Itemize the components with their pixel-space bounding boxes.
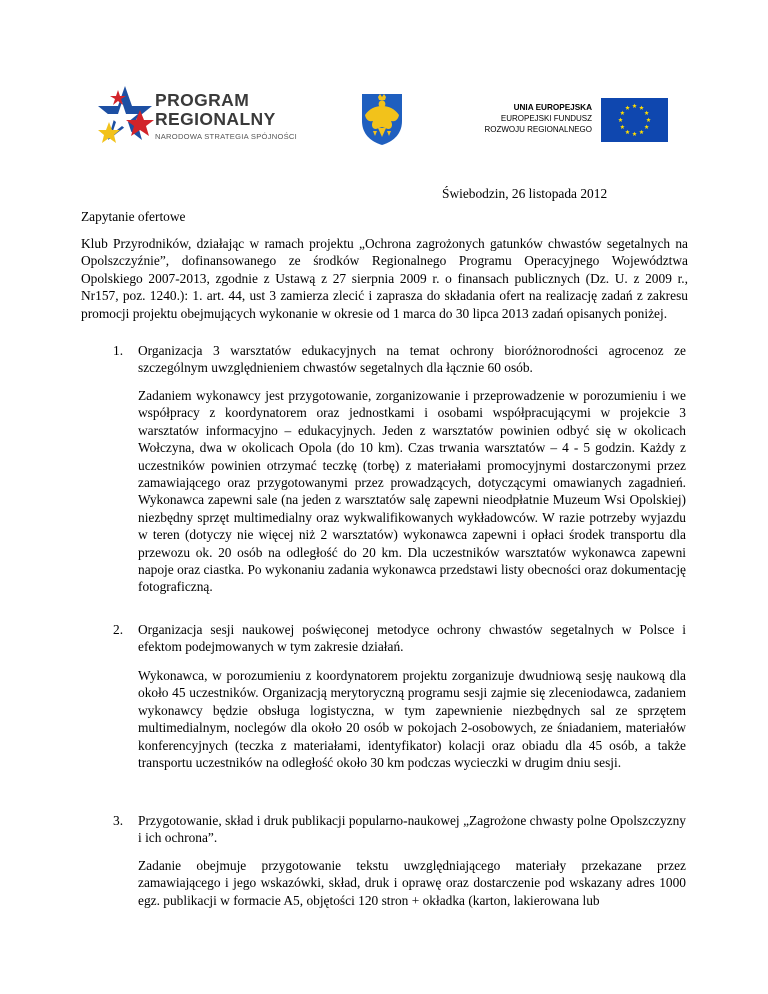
program-logo-line1: PROGRAM bbox=[155, 90, 250, 110]
list-item-body: Zadaniem wykonawcy jest przygotowanie, zorganizowanie i przeprowadzenie w porozumieniu i we współpracy z koordynatorem oraz jednostkami i osobami współpracującymi w projekcie 3 warsztatów informacyjno – edukacyjnych. Jeden z warsztatów powinien odbyć się w okolicach Wołczyna, dwa w okolicach Opola (do 10 km). Czas trwania warsztatów – 4 - 5 godzin. Każdy z uczestników powinien otrzymać teczkę (torbę) z materiałami promocyjnymi dostarczonymi przez zamawiającego oraz przygotowanymi przez prowadzących, dotyczącymi omawianych zagadnień. Wykonawca zapewni sale (na jeden z warsztatów salę zapewni nieodpłatnie Muzeum Wsi Opolskiej) niezbędny sprzęt multimedialny oraz wykwalifikowanych wykładowców. W razie potrzeby wyjazdu w teren (dotyczy nie więcej niż 2 warsztatów) wykonawca zapewni i opłaci środek transportu dla przewozu ok. 20 osób na odległość do 20 km. Dla uczestników warsztatów wykonawca zapewni napoje oraz ciastka. Po wykonaniu zadania wykonawca przedstawi listy obecności oraz dokumentację fotograficzną. bbox=[138, 388, 686, 595]
list-item-number: 3. bbox=[113, 813, 124, 828]
document-date: Świebodzin, 26 listopada 2012 bbox=[442, 186, 608, 201]
eagle-coat-of-arms-icon bbox=[359, 91, 405, 147]
eu-logo-line3: ROZWOJU REGIONALNEGO bbox=[484, 125, 592, 134]
eu-fund-logo bbox=[484, 98, 668, 142]
list-item-title: Organizacja sesji naukowej poświęconej metodyce ochrony chwastów segetalnych w Polsce i efektom podejmowanych w tym zakresie działań. bbox=[138, 622, 686, 655]
program-regionalny-logo bbox=[96, 84, 316, 154]
list-item-number: 2. bbox=[113, 622, 124, 637]
list-item-title: Organizacja 3 warsztatów edukacyjnych na temat ochrony bioróżnorodności agrocenoz ze szczególnym uwzględnieniem chwastów segetalnych dla łącznie 60 osób. bbox=[138, 343, 686, 376]
list-item-body: Wykonawca, w porozumieniu z koordynatorem projektu zorganizuje dwudniową sesję naukową dla około 45 uczestników. Organizacją merytoryczną programu sesji zajmie się zleceniodawca, zadaniem wykonawcy będzie obsługa logistyczna, w tym zapewnienie niezbędnych sal ze sprzętem multimedialnym, noclegów dla około 20 osób w pokojach 2-osobowych, ze śniadaniem, materiałów konferencyjnych (teczka z materiałami, identyfikator) kolacji oraz obiadu dla 45 osób, a także transportu uczestników na odległość około 30 km podczas wycieczki w drugim dniu sesji. bbox=[138, 668, 686, 771]
program-logo-line3: NARODOWA STRATEGIA SPÓJNOŚCI bbox=[155, 132, 298, 141]
eu-logo-line1: UNIA EUROPEJSKA bbox=[513, 103, 592, 112]
eu-logo-line2: EUROPEJSKI FUNDUSZ bbox=[500, 114, 592, 123]
list-item-body: Zadanie obejmuje przygotowanie tekstu uwzględniającego materiały przekazane przez zamawiającego i jego wskazówki, skład, druk i oprawę oraz dostarczenie pod wskazany adres 1000 egz. publikacji w formacie A5, objętości 120 stron + okładka (karton, lakierowana lub bbox=[138, 858, 686, 908]
intro-paragraph: Klub Przyrodników, działając w ramach projektu „Ochrona zagrożonych gatunków chwastów segetalnych na Opolszczyźnie”, dofinansowanego ze środków Regionalnego Programu Operacyjnego Województwa Opolskiego 2007-2013, zgodnie z Ustawą z 27 sierpnia 2009 r. o finansach publicznych (Dz. U. z 2009 r., Nr157, poz. 1240.): 1. art. 44, ust 3 zamierza zlecić i zaprasza do składania ofert na realizację zadań z zakresu promocji projektu obejmujących wykonanie w okresie od 1 marca do 30 lipca 2013 zadań opisanych poniżej. bbox=[81, 236, 688, 321]
program-star-icon bbox=[96, 84, 154, 150]
list-item-title: Przygotowanie, skład i druk publikacji popularno-naukowej „Zagrożone chwasty polne Opolszczyzny i ich ochrona”. bbox=[138, 813, 686, 846]
program-logo-line2: REGIONALNY bbox=[155, 109, 276, 129]
document-heading: Zapytanie ofertowe bbox=[81, 209, 186, 224]
list-item-number: 1. bbox=[113, 343, 124, 358]
eu-flag-icon bbox=[601, 98, 668, 142]
